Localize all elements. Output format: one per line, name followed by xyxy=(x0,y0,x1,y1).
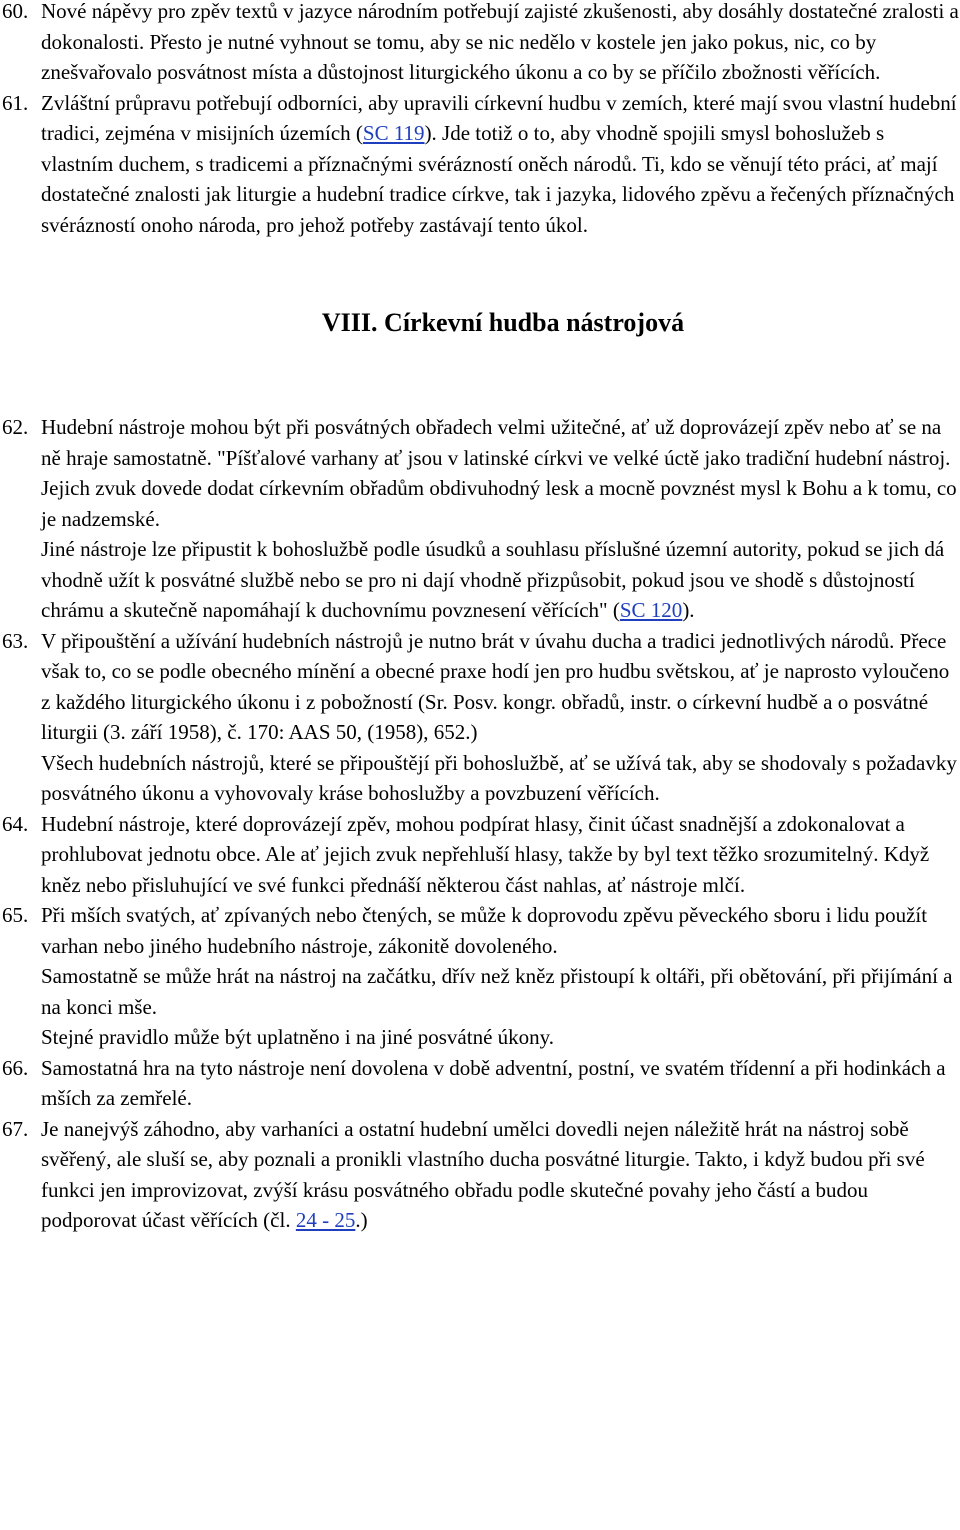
paragraph-text: ). xyxy=(682,598,695,622)
paragraph-text: Při mších svatých, ať zpívaných nebo čtených, se může k doprovodu zpěvu pěveckého sboru i lidu použít varhan nebo jiného hudebního nástroje, zákonitě dovoleného. xyxy=(41,903,928,958)
paragraph-67 xyxy=(0,1114,960,1236)
paragraph-number: 62. xyxy=(2,415,29,439)
paragraph-64 xyxy=(0,809,960,901)
paragraph-text: Všech hudebních nástrojů, které se připouštějí při bohoslužbě, ať se užívá tak, aby se shodovaly s požadavky posvátného úkonu a vyhovovaly kráse bohoslužby a povzbuzení věřících. xyxy=(41,750,957,805)
paragraph-65-continuation xyxy=(0,961,960,1022)
sc-120-link[interactable]: SC 120 xyxy=(619,598,683,622)
paragraph-number: 60. xyxy=(2,0,29,23)
paragraph-number: 61. xyxy=(2,90,29,115)
paragraph-text: Stejné pravidlo může být uplatněno i na jiné posvátné úkony. xyxy=(41,1025,555,1049)
paragraph-text: Hudební nástroje, které doprovázejí zpěv, mohou podpírat hlasy, činit účast snadnější a zdokonalovat a prohlubovat jednotu obce. Ale ať jejich zvuk nepřehluší hlasy, takže by byl text těžko srozumitelný. Když kněz nebo přisluhující ve své funkci přednáší některou část nahlas, ať nástroje mlčí. xyxy=(41,811,930,897)
paragraph-63-continuation xyxy=(0,748,960,809)
paragraph-61 xyxy=(0,88,960,241)
paragraph-60 xyxy=(0,0,960,88)
paragraph-65 xyxy=(0,900,960,961)
paragraph-66 xyxy=(0,1053,960,1114)
paragraph-number: 66. xyxy=(2,1055,29,1080)
paragraph-text: Je nanejvýš záhodno, aby varhaníci a ostatní hudební umělci dovedli nejen náležitě hrát na nástroj sobě svěřený, ale sluší se, aby poznali a pronikli vlastního ducha posvátné liturgie. Takto, i když budou při své funkci jen improvizovat, zvýší krásu posvátného obřadu podle skutečné povahy jeho částí a budou podporovat účast věřících (čl. xyxy=(41,1116,925,1232)
paragraph-number: 65. xyxy=(2,903,29,927)
paragraph-number: 63. xyxy=(2,628,29,653)
paragraph-63 xyxy=(0,626,960,748)
paragraph-62-continuation xyxy=(0,534,960,626)
paragraph-text: ). Jde totiž o to, aby vhodně spojili smysl bohoslužeb s vlastním duchem, s tradicemi a příznačnými svérázností oněch národů. Ti, kdo se věnují této práci, ať mají dostatečné znalosti jak liturgie a hudební tradice církve, tak i jazyka, lidového zpěvu a řečených příznačných svérázností onoho národa, pro jehož potřeby zastávají tento úkol. xyxy=(41,121,955,237)
articles-24-25-link[interactable]: 24 - 25 xyxy=(295,1208,356,1232)
paragraph-65-continuation-2 xyxy=(0,1022,960,1053)
paragraph-62 xyxy=(0,412,960,534)
paragraph-text: Hudební nástroje mohou být při posvátných obřadech velmi užitečné, ať už doprovázejí zpěv nebo ať se na ně hraje samostatně. "Píšťalové varhany ať jsou v latinské církvi ve velké úctě jako tradiční hudební nástroj. Jejich zvuk dovede dodat církevním obřadům obdivuhodný lesk a mocně povznést mysl k Bohu a k tomu, co je nadzemské. xyxy=(41,415,957,531)
paragraph-number: 64. xyxy=(2,811,29,836)
paragraph-text: Samostatně se může hrát na nástroj na začátku, dřív než kněz přistoupí k oltáři, při obětování, při přijímání a na konci mše. xyxy=(41,964,953,1019)
paragraph-text: Samostatná hra na tyto nástroje není dovolena v době adventní, postní, ve svatém třídenní a při hodinkách a mších za zemřelé. xyxy=(41,1055,946,1110)
paragraph-number: 67. xyxy=(2,1116,29,1141)
sc-119-link[interactable]: SC 119 xyxy=(362,121,425,145)
paragraph-text: .) xyxy=(355,1208,368,1232)
paragraph-text: Jiné nástroje lze připustit k bohoslužbě podle úsudků a souhlasu příslušné územní autority, pokud se jich dá vhodně užít k posvátné službě nebo se pro ni dají vhodně přizpůsobit, pokud jsou ve shodě s důstojností chrámu a skutečně napomáhají k duchovnímu povznesení věřících" ( xyxy=(41,537,945,622)
paragraph-text: V připouštění a užívání hudebních nástrojů je nutno brát v úvahu ducha a tradici jednotlivých národů. Přece však to, co se podle obecného mínění a obecné praxe hodí jen pro hudbu světskou, ať je naprosto vyloučeno z každého liturgického úkonu i z pobožností (Sr. Posv. kongr. obřadů, instr. o církevní hudbě a o posvátné liturgii (3. září 1958), č. 170: AAS 50, (1958), 652.) xyxy=(41,628,950,744)
paragraph-text: Zvláštní průpravu potřebují odborníci, aby upravili církevní hudbu v zemích, které mají svou vlastní hudební tradici, zejména v misijních územích ( xyxy=(41,90,957,145)
paragraph-text: Nové nápěvy pro zpěv textů v jazyce národním potřebují zajisté zkušenosti, aby dosáhly dostatečné zralosti a dokonalosti. Přesto je nutné vyhnout se tomu, aby se nic nedělo v kostele jen jako pokus, nic, co by znešvařovalo posvátnost místa a důstojnost liturgického úkonu a co by se příčilo zbožnosti věřících. xyxy=(41,0,959,84)
section-heading: VIII. Církevní hudba nástrojová xyxy=(321,308,685,337)
